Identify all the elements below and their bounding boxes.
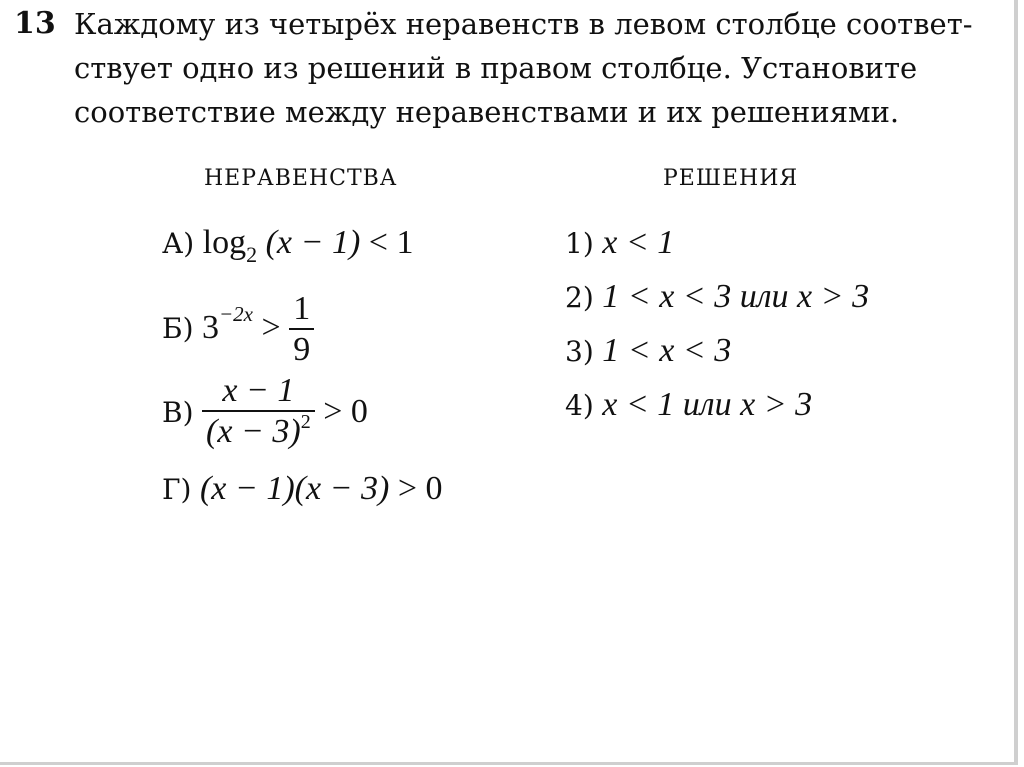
inequality-g-label: Г) [162,473,192,506]
log-symbol: log [202,224,247,261]
fraction-denominator [202,412,315,456]
solution-text: x < 1 или x > 3 [602,386,813,423]
solution-4 [565,386,812,424]
log-base: 2 [246,242,258,267]
fraction [289,290,314,370]
relation-sign: > [397,470,418,507]
solution-label: 2) [565,281,594,314]
product-expression: (x − 1)(x − 3) [199,470,390,507]
relation-sign: < [368,224,388,261]
solutions-heading: РЕШЕНИЯ [663,166,799,191]
solution-3 [565,332,731,370]
solution-text: 1 < x < 3 или x > 3 [602,278,870,315]
inequality-a-label: А) [162,227,195,260]
right-hand-side: 0 [350,392,368,430]
denominator-base: (x − 3) [206,413,301,450]
right-hand-side: 0 [425,470,443,507]
task-prompt-line: ствует одно из решений в правом столбце. Установите [74,51,918,85]
solution-1 [565,224,674,262]
task-prompt [74,2,973,134]
solution-label: 3) [565,335,594,368]
denominator-power: 2 [300,411,311,433]
inequality-b [162,290,314,370]
inequality-a [162,224,414,267]
log-argument: (x − 1) [265,224,361,261]
fraction-denominator: 9 [293,331,311,368]
inequality-b-label: Б) [162,311,194,345]
power-exponent: −2x [219,301,253,326]
fraction [202,372,315,456]
right-hand-side: 1 [396,224,414,261]
solution-2 [565,278,869,316]
power-base: 3 [202,308,219,346]
solution-text: x < 1 [602,224,675,261]
solution-text: 1 < x < 3 [602,332,732,369]
relation-sign: > [323,392,343,430]
inequality-v [162,372,368,456]
fraction-numerator: x − 1 [202,372,315,412]
inequalities-heading: НЕРАВЕНСТВА [204,166,398,191]
task-prompt-line: Каждому из четырёх неравенств в левом столбце соответ- [74,7,973,41]
fraction-numerator: 1 [289,290,314,330]
solution-label: 1) [565,227,594,260]
solution-label: 4) [565,389,594,422]
inequality-g [162,470,443,508]
relation-sign: > [261,308,281,346]
inequality-v-label: В) [162,395,194,429]
task-prompt-line: соответствие между неравенствами и их решениями. [74,95,900,129]
task-number: 13 [14,6,56,41]
